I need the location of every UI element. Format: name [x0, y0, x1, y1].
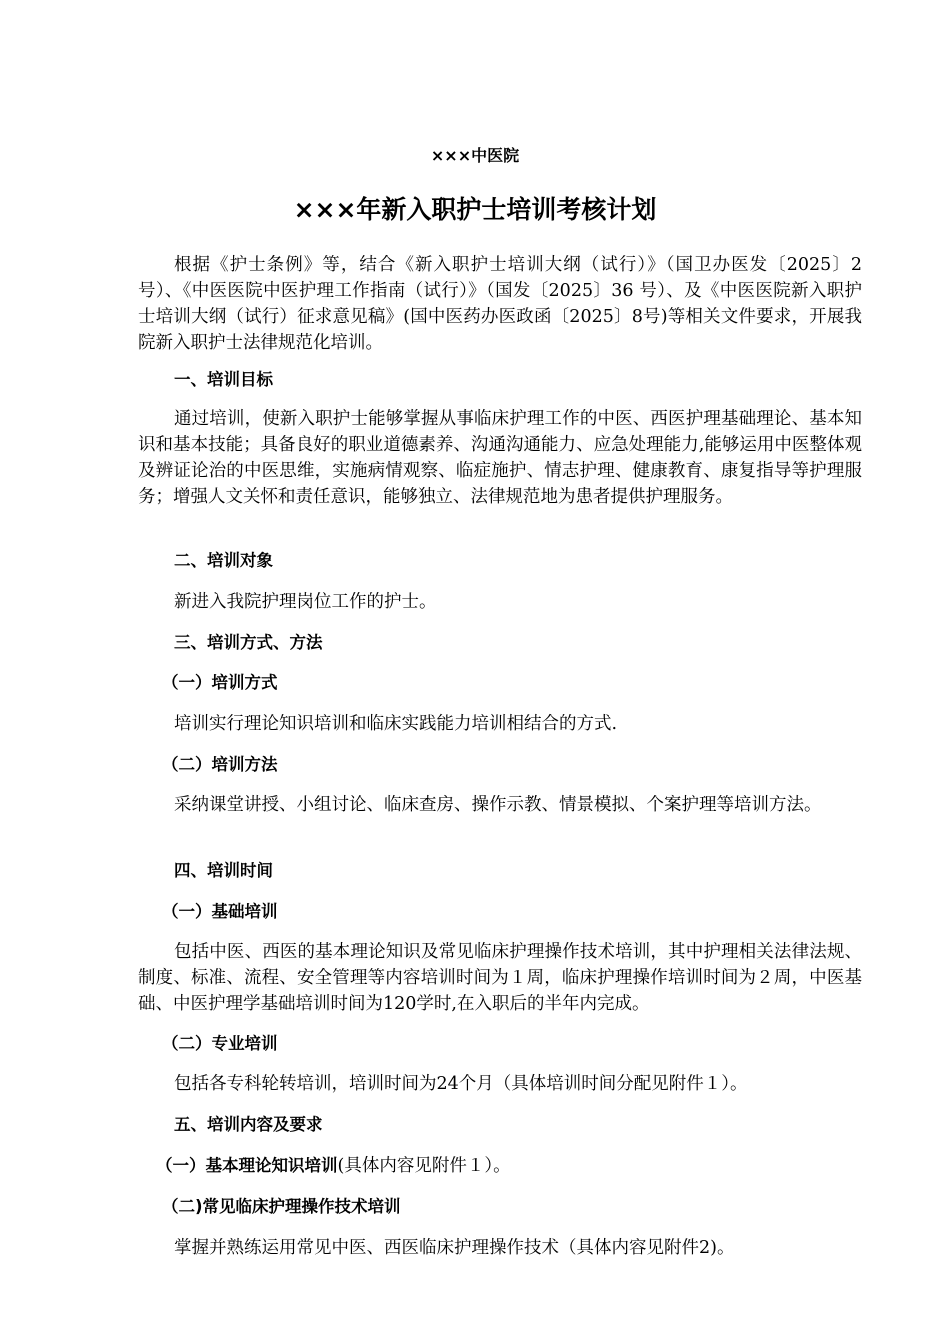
section-4-sub-1-body: 包括中医、西医的基本理论知识及常见临床护理操作技术培训，其中护理相关法律法规、制度、标准、流程、安全管理等内容培训时间为１周，临床护理操作培训时间为２周，中医基础、中医护理学基础培训时间为120学时,在入职后的半年内完成。: [138, 942, 862, 1014]
section-4-sub-1-heading: （一）基础培训: [162, 902, 278, 921]
section-2-body: 新进入我院护理岗位工作的护士。: [174, 592, 437, 612]
document-title: ×××年新入职护士培训考核计划: [293, 195, 657, 224]
section-1-body: 通过培训，使新入职护士能够掌握从事临床护理工作的中医、西医护理基础理论、基本知识和基本技能；具备良好的职业道德素养、沟通沟通能力、应急处理能力,能够运用中医整体观及辨证论治的中医思维，实施病情观察、临症施护、情志护理、健康教育、康复指导等护理服务；增强人文关怀和责任意识，能够独立、法律规范地为患者提供护理服务。: [138, 409, 862, 507]
section-4-sub-2-body: 包括各专科轮转培训，培训时间为24个月（具体培训时间分配见附件１）。: [174, 1074, 748, 1094]
organization-name: ×××中医院: [430, 146, 520, 165]
section-2-heading: 二、培训对象: [174, 551, 273, 570]
intro-paragraph: 根据《护士条例》等，结合《新入职护士培训大纲（试行）》（国卫办医发〔2025〕2 号）、《中医医院中医护理工作指南（试行）》（国发〔2025〕36 号）、及《中医医院新入职护士培训大纲（试行）征求意见稿》(国中医药办医政函〔2025〕8号)等相关文件要求，开展我院新入职护士法律规范化培训。: [138, 255, 862, 353]
section-5-sub-1: [156, 1153, 511, 1179]
section-5-heading: 五、培训内容及要求: [174, 1115, 323, 1134]
section-5-sub-2-heading: （二)常见临床护理操作技术培训: [162, 1197, 401, 1216]
section-5-sub-2-body: 掌握并熟练运用常见中医、西医临床护理操作技术（具体内容见附件2)。: [174, 1238, 735, 1258]
section-5-sub-1-note: (具体内容见附件１）。: [337, 1156, 511, 1176]
section-3-sub-2-heading: （二）培训方法: [162, 755, 278, 774]
section-3-sub-2-body: 采纳课堂讲授、小组讨论、临床查房、操作示教、情景模拟、个案护理等培训方法。: [174, 795, 822, 815]
section-4-sub-2-heading: （二）专业培训: [162, 1034, 278, 1053]
section-3-heading: 三、培训方式、方法: [174, 633, 323, 652]
section-3-sub-1-body: 培训实行理论知识培训和临床实践能力培训相结合的方式.: [174, 714, 618, 734]
section-1-heading: 一、培训目标: [174, 370, 273, 389]
section-3-sub-1-heading: （一）培训方式: [162, 673, 278, 692]
section-5-sub-1-heading: （一）基本理论知识培训: [156, 1156, 338, 1175]
section-4-heading: 四、培训时间: [174, 861, 273, 880]
